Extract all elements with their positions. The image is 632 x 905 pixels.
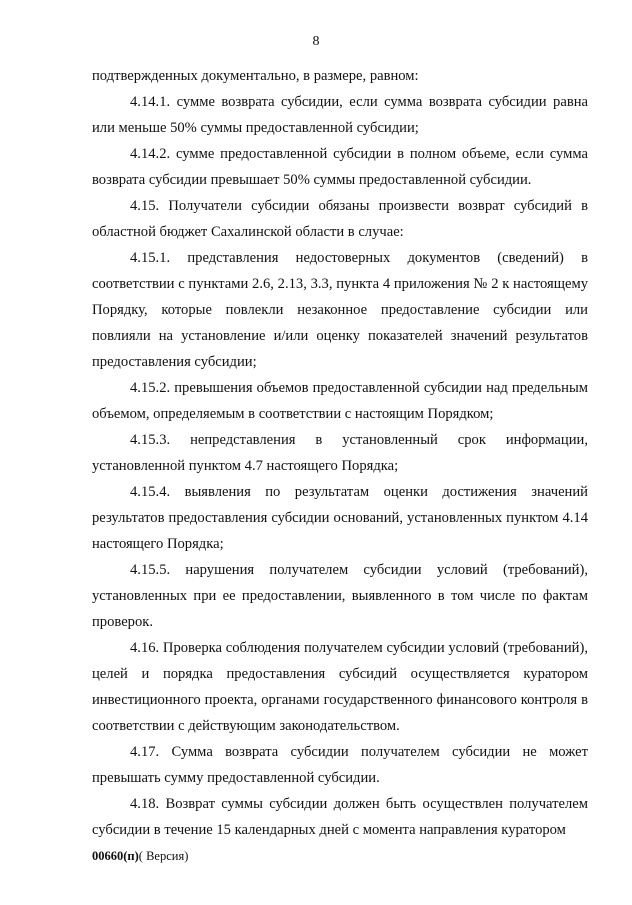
paragraph-4-16: 4.16. Проверка соблюдения получателем субсидии условий (требований), целей и порядка предоставления субсидий осуществляется куратором инвестиционного проекта, органами государственного финансового контроля в соответствии с действующим законодательством. — [92, 640, 588, 734]
paragraph-4-15-4: 4.15.4. выявления по результатам оценки достижения значений результатов предоставления субсидии оснований, установленных пунктом 4.14 настоящего Порядка; — [92, 484, 588, 552]
document-version: ( Версия) — [138, 849, 189, 863]
paragraph-4-14-1: 4.14.1. сумме возврата субсидии, если сумма возврата субсидии равна или меньше 50% суммы предоставленной субсидии; — [92, 94, 588, 136]
paragraph-4-14-2: 4.14.2. сумме предоставленной субсидии в полном объеме, если сумма возврата субсидии превышает 50% суммы предоставленной субсидии. — [92, 146, 588, 188]
paragraph-4-18: 4.18. Возврат суммы субсидии должен быть осуществлен получателем субсидии в течение 15 календарных дней с момента направления куратором — [92, 796, 588, 838]
paragraph-4-15-5: 4.15.5. нарушения получателем субсидии условий (требований), установленных при ее предоставлении, выявленного в том числе по фактам проверок. — [92, 562, 588, 630]
paragraph-4-15-1: 4.15.1. представления недостоверных документов (сведений) в соответствии с пунктами 2.6, 2.13, 3.3, пункта 4 приложения № 2 к настоящему Порядку, которые повлекли незаконное предоставление субсидии или повлияли на установление и/или оценку показателей значений результатов предоставления субсидии; — [92, 250, 588, 370]
page-number: 8 — [312, 34, 320, 49]
document-code: 00660(п) — [92, 849, 139, 863]
paragraph-4-15: 4.15. Получатели субсидии обязаны произвести возврат субсидий в областной бюджет Сахалинской области в случае: — [92, 198, 588, 240]
paragraph-continuation: подтвержденных документально, в размере, равном: — [92, 68, 419, 84]
paragraph-4-15-2: 4.15.2. превышения объемов предоставленной субсидии над предельным объемом, определяемым в соответствии с настоящим Порядком; — [92, 380, 588, 422]
document-footer — [92, 848, 188, 864]
document-body — [92, 63, 588, 843]
paragraph-4-15-3: 4.15.3. непредставления в установленный срок информации, установленной пунктом 4.7 настоящего Порядка; — [92, 432, 588, 474]
paragraph-4-17: 4.17. Сумма возврата субсидии получателем субсидии не может превышать сумму предоставленной субсидии. — [92, 744, 588, 786]
